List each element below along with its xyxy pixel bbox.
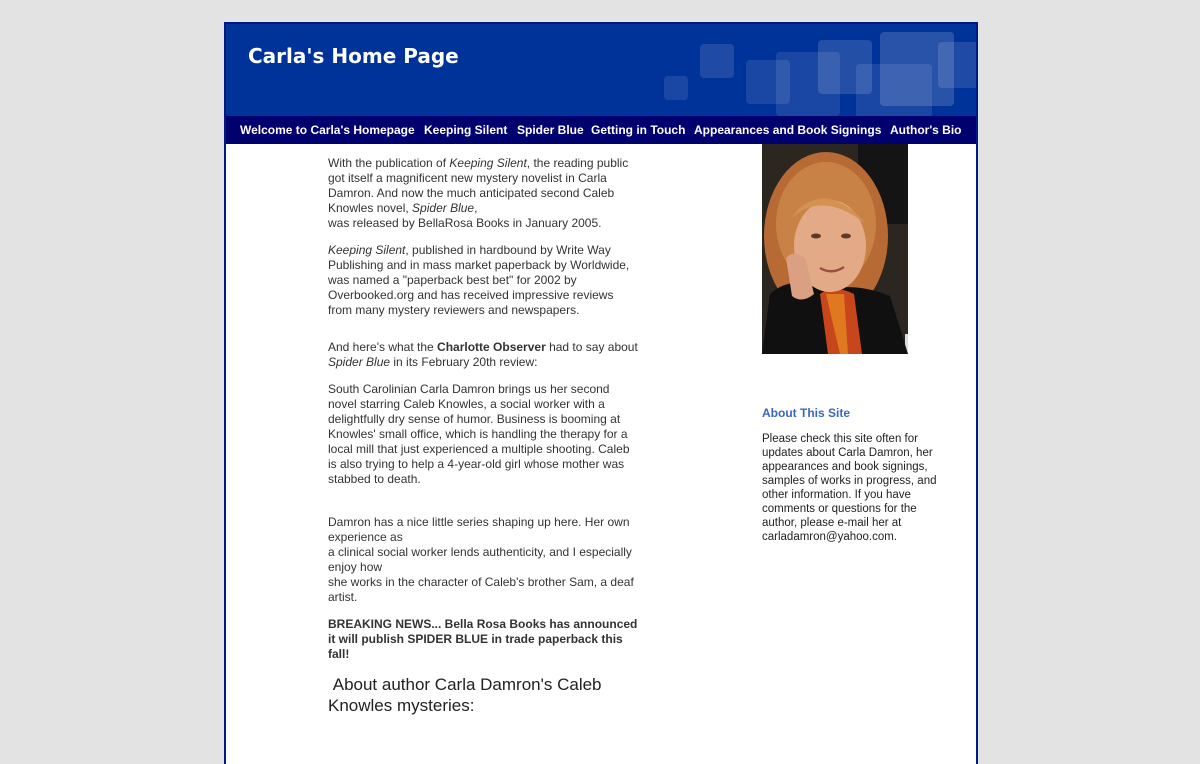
text: , the reading public got itself a magnificent new mystery novelist in Carla Damron. And now the much anticipated second Caleb Knowles novel, bbox=[328, 156, 629, 215]
nav-link-keeping-silent[interactable]: Keeping Silent bbox=[424, 123, 508, 137]
review-paragraph: South Carolinian Carla Damron brings us her second novel starring Caleb Knowles, a social worker with a delightfully dry sense of humor. Business is booming at Knowles' small office, which is handling the therapy for a local mill that just experienced a multiple shooting. Caleb is also trying to help a 4-year-old girl whose mother was stabbed to death. bbox=[328, 382, 630, 486]
text: Damron has a nice little series shaping up here. Her own experience as bbox=[328, 515, 630, 544]
text: was released by BellaRosa Books in January 2005. bbox=[328, 216, 602, 230]
text: , bbox=[474, 201, 478, 215]
site-title: Carla's Home Page bbox=[248, 44, 459, 68]
observer-intro-paragraph bbox=[328, 340, 640, 370]
text: had to say about bbox=[545, 340, 638, 354]
nav-link-getting-in-touch[interactable]: Getting in Touch bbox=[591, 123, 686, 137]
text: , published in hardbound by Write Way Publishing and in mass market paperback by Worldwide, was named a "paperback best bet" for 2002 by Overbooked.org and has received impressive reviews from many mystery reviewers and newspapers. bbox=[328, 243, 630, 317]
nav-bar bbox=[226, 116, 976, 144]
nav-link-authors-bio[interactable]: Author's Bio bbox=[890, 123, 962, 137]
author-photo bbox=[762, 144, 908, 354]
text: With the publication of bbox=[328, 156, 450, 170]
nav-link-appearances[interactable]: Appearances and Book Signings bbox=[694, 123, 882, 137]
keeping-silent-paragraph bbox=[328, 243, 640, 318]
decorative-square bbox=[664, 76, 688, 100]
main-content bbox=[328, 156, 640, 728]
header-banner bbox=[226, 24, 976, 116]
breaking-news-text: BREAKING NEWS... Bella Rosa Books has announced it will publish SPIDER BLUE in trade paperback this fall! bbox=[328, 617, 638, 661]
book-title: Keeping Silent bbox=[328, 243, 406, 257]
text: she works in the character of Caleb's brother Sam, a deaf artist. bbox=[328, 575, 634, 604]
about-site-text: Please check this site often for updates about Carla Damron, her appearances and book signings, samples of works in progress, and other information. If you have comments or questions for the author, please e-mail her at carladamron@yahoo.com. bbox=[762, 433, 937, 543]
about-site-title: About This Site bbox=[762, 406, 850, 420]
nav-link-spider-blue[interactable]: Spider Blue bbox=[517, 123, 584, 137]
page-frame bbox=[224, 22, 978, 764]
text: And here's what the bbox=[328, 340, 438, 354]
text: a clinical social worker lends authenticity, and I especially enjoy how bbox=[328, 545, 632, 574]
newspaper-name: Charlotte Observer bbox=[437, 340, 546, 354]
about-series-heading: About author Carla Damron's Caleb Knowles mysteries: bbox=[328, 675, 607, 715]
decorative-square bbox=[938, 42, 976, 88]
text: in its February 20th review: bbox=[390, 355, 538, 369]
intro-paragraph bbox=[328, 156, 640, 231]
book-title: Keeping Silent bbox=[449, 156, 527, 170]
nav-link-welcome[interactable]: Welcome to Carla's Homepage bbox=[240, 123, 415, 137]
decorative-square bbox=[700, 44, 734, 78]
sidebar bbox=[762, 406, 952, 544]
review-paragraph-2 bbox=[328, 515, 640, 605]
breaking-news bbox=[328, 617, 640, 662]
book-title: Spider Blue bbox=[328, 355, 391, 369]
book-title: Spider Blue bbox=[412, 201, 475, 215]
